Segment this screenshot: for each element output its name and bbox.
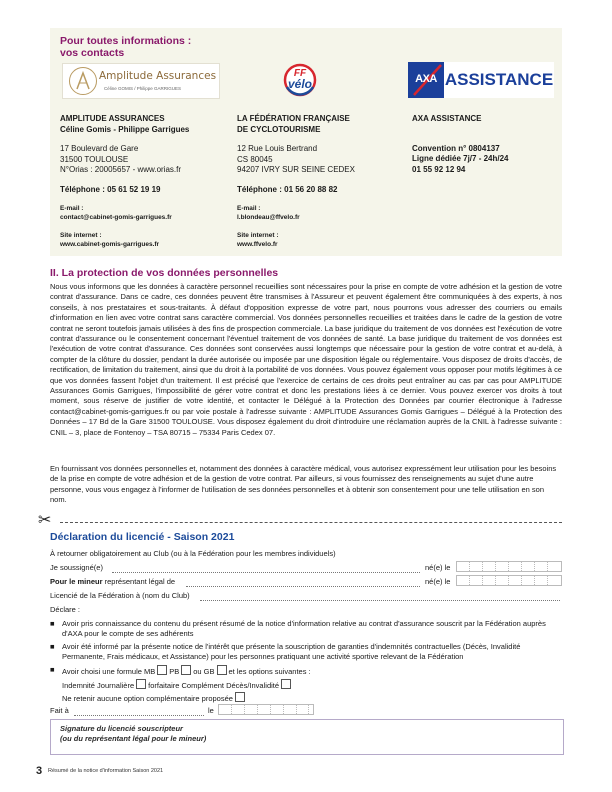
signer-name-field[interactable]	[112, 564, 420, 573]
minor-born-label: né(e) le	[425, 577, 451, 586]
privacy-paragraph-2: En fournissant vos données personnelles et, notamment des données à caractère médical, vous autorisez expressément leur utilisation pour les besoins de la prise en compte de votre adhésion et de la gestion de votre contrat. Par ailleurs, si vous fournissez des renseignements au sujet d'une autre personne, vous vous engagez à l'informer de l'utilisation de ses données personnelles et à obtenir son consentement pour une telle utilisation en son nom.	[50, 464, 557, 505]
amplitude-site-link[interactable]: www.cabinet-gomis-garrigues.fr	[60, 241, 160, 248]
ffvelo-logo	[272, 63, 322, 97]
bullet-square-icon: ■	[50, 642, 55, 651]
contacts-box	[50, 28, 562, 256]
privacy-paragraph-1: Nous vous informons que les données à caractère personnel recueillies sont nécessaires pour la prise en compte de votre adhésion et la gestion de votre contrat d'assurance. Dans ce cadre, ces données peuvent être transmises à l'Assureur et peuvent également être communiquées à des experts, à nos conseils, à nos prestataires et sous-traitants. À défaut d'opposition expresse de votre part, nous pourrons vous adresser des courriers ou emails d'information en lien avec votre contrat sans caractère commercial. Vos données personnelles recueillies et traitées dans le cadre de la gestion de votre contrat ne seront toutefois jamais utilisées à des fins de prospection commerciale. La base juridique du traitement de vos données est l'exécution de votre contrat d'assurance ou le consentement concernant l'éventuel traitement de vos données de santé. La base juridique du traitement de vos données est l'exécution de votre contrat d'assurance. Ces données sont conservées aussi longtemps que nécessaire pour la gestion de votre contrat et au-delà, à compter de la clôture du dossier, pendant la durée autorisée ou imposée par une disposition légale ou réglementaire. Vous disposez de droits d'accès, de rectification, de limitation du traitement, ainsi que du droit à la portabilité de vos données. Vous pouvez également vous opposer pour motifs légitimes à ce que vos données fassent l'objet d'un traitement. Il est précisé que l'exercice de certains de ces droits peut entraîner au cas par cas pour AMPLITUDE Assurances Gomis Garrigues, l'impossibilité de gérer votre contrat et donc les prestations liées à ce dernier. Vous pouvez exercer vos droits à tout moment, sous réserve de justifier de votre identité, et contacter le Délégué à la Protection des Données par courrier électronique à l'adresse contact@cabinet-gomis-garrigues.fr ou par voie postale à l'adresse suivante : AMPLITUDE Assurances Gomis Garrigues – Délégué à la Protection des Données – 17 Bd de la Gare 31500 TOULOUSE. Vous disposez également du droit d'introduire une réclamation auprès de la CNIL à l'adresse suivante : CNIL – 3, place de Fontenoy – TSA 80715 – 75334 Paris Cedex 07.	[50, 282, 562, 437]
formula-pb-label: PB	[169, 667, 180, 676]
amplitude-email-link[interactable]: contact@cabinet-gomis-garrigues.fr	[60, 214, 172, 221]
club-name-field[interactable]	[200, 592, 560, 601]
minor-birthdate-field[interactable]	[456, 575, 562, 586]
federation-phone: Téléphone : 01 56 20 88 82	[237, 184, 338, 194]
footer-text: Résumé de la notice d'information Saison 2021	[48, 768, 164, 774]
axa-mark-text: AXA	[415, 73, 437, 85]
signature-caption-line2: (ou du représentant légal pour le mineur)	[60, 734, 207, 743]
axa-name: AXA ASSISTANCE	[412, 114, 482, 123]
on-date-label: le	[208, 706, 214, 715]
bullet-square-icon: ■	[50, 665, 55, 674]
amplitude-name: AMPLITUDE ASSURANCES	[60, 114, 165, 123]
formula-pb-checkbox[interactable]	[181, 665, 191, 675]
club-label: Licencié de la Fédération à (nom du Club)	[50, 591, 190, 600]
option-2-line	[62, 692, 247, 704]
axa-convention: Convention n° 0804137	[412, 143, 500, 153]
cut-line-divider	[60, 522, 562, 523]
formula-or-gb: ou GB	[193, 667, 215, 676]
axa-mark-icon	[408, 62, 444, 98]
page-number: 3	[36, 765, 43, 777]
amplitude-orias: N°Orias : 20005657 - www.orias.fr	[60, 165, 182, 174]
ffvelo-logo-ff: FF	[293, 68, 307, 79]
return-note: À retourner obligatoirement au Club (ou à la Fédération pour les membres individuels)	[50, 549, 336, 558]
formula-gb-checkbox[interactable]	[217, 665, 227, 675]
formula-prefix: Avoir choisi une formule MB	[62, 667, 156, 676]
amplitude-logo-subtitle: Céline GOMIS / Philippe GARRIGUES	[104, 86, 182, 91]
federation-email-label: E-mail :	[237, 205, 261, 212]
amplitude-address1: 17 Boulevard de Gare	[60, 144, 139, 153]
axa-assistance-logo	[408, 62, 554, 98]
amplitude-site-label: Site internet :	[60, 232, 102, 239]
signer-born-label: né(e) le	[425, 563, 451, 572]
bullet-3-text	[62, 665, 560, 677]
amplitude-contact-column	[60, 114, 235, 249]
signer-birthdate-field[interactable]	[456, 561, 562, 572]
signature-box[interactable]	[50, 719, 564, 755]
axa-logo-word: ASSISTANCE	[444, 62, 554, 98]
option-1-label-b: forfaitaire Complément Décès/Invalidité	[148, 681, 280, 690]
signer-label: Je soussigné(e)	[50, 563, 103, 572]
axa-contact-column	[412, 114, 557, 175]
contacts-title-line2: vos contacts	[60, 47, 125, 59]
bullet-1-text: Avoir pris connaissance du contenu du présent résumé de la notice d'information relative au contrat d'assurance souscrit par la Fédération auprès d'AXA pour le compte de ses adhérents	[62, 619, 546, 638]
declare-label: Déclare :	[50, 605, 81, 614]
federation-address1: 12 Rue Louis Bertrand	[237, 144, 318, 153]
made-at-field[interactable]	[74, 707, 204, 716]
federation-contact-column	[237, 114, 407, 249]
contacts-title-line1: Pour toutes informations :	[60, 35, 192, 47]
formula-mb-checkbox[interactable]	[157, 665, 167, 675]
bullet-square-icon: ■	[50, 619, 55, 628]
minor-label-bold: Pour le mineur	[50, 577, 103, 586]
signature-caption	[60, 724, 206, 744]
minor-name-field[interactable]	[186, 578, 420, 587]
option-1-line	[62, 679, 293, 691]
amplitude-logo	[62, 63, 220, 99]
federation-site-label: Site internet :	[237, 232, 279, 239]
amplitude-people: Céline Gomis - Philippe Garrigues	[60, 124, 190, 134]
contacts-title	[60, 35, 191, 59]
no-option-checkbox[interactable]	[235, 692, 245, 702]
axa-phone: 01 55 92 12 94	[412, 164, 466, 174]
federation-address2: CS 80045	[237, 154, 273, 164]
amplitude-logo-name: Amplitude Assurances	[99, 70, 217, 82]
federation-address3: 94207 IVRY SUR SEINE CEDEX	[237, 165, 355, 174]
amplitude-address2: 31500 TOULOUSE	[60, 154, 129, 164]
made-at-label: Fait à	[50, 706, 69, 715]
option-2-label: Ne retenir aucune option complémentaire proposée	[62, 694, 233, 703]
bullet-2-text: Avoir été informé par la présente notice de l'intérêt que présente la souscription de garanties d'indemnités contractuelles (Décès, Invalidité Permanente, Frais médicaux, et Assistance) pour les personnes pratiquant une activité sportive relevant de la Fédération	[62, 642, 521, 661]
declaration-heading: Déclaration du licencié - Saison 2021	[50, 531, 235, 543]
federation-name-line2: DE CYCLOTOURISME	[237, 124, 321, 134]
axa-dedicated-line: Ligne dédiée 7j/7 - 24h/24	[412, 154, 509, 163]
option-1-label-a: Indemnité Journalière	[62, 681, 135, 690]
ffvelo-logo-velo: vélo	[287, 77, 312, 91]
minor-label	[50, 577, 175, 587]
signature-caption-line1: Signature du licencié souscripteur	[60, 724, 183, 733]
death-disability-checkbox[interactable]	[281, 679, 291, 689]
federation-name-line1: LA FÉDÉRATION FRANÇAISE	[237, 114, 350, 123]
federation-email-link[interactable]: l.blondeau@ffvelo.fr	[237, 214, 300, 221]
amplitude-email-label: E-mail :	[60, 205, 84, 212]
formula-suffix: et les options suivantes :	[228, 667, 311, 676]
privacy-heading: II. La protection de vos données personnelles	[50, 267, 279, 279]
amplitude-a-icon	[69, 67, 97, 95]
minor-label-rest: représentant légal de	[102, 577, 176, 586]
signature-date-field[interactable]	[218, 704, 314, 715]
scissors-icon: ✂	[38, 510, 52, 529]
amplitude-phone: Téléphone : 05 61 52 19 19	[60, 184, 161, 194]
federation-site-link[interactable]: www.ffvelo.fr	[237, 241, 278, 248]
daily-allowance-checkbox[interactable]	[136, 679, 146, 689]
